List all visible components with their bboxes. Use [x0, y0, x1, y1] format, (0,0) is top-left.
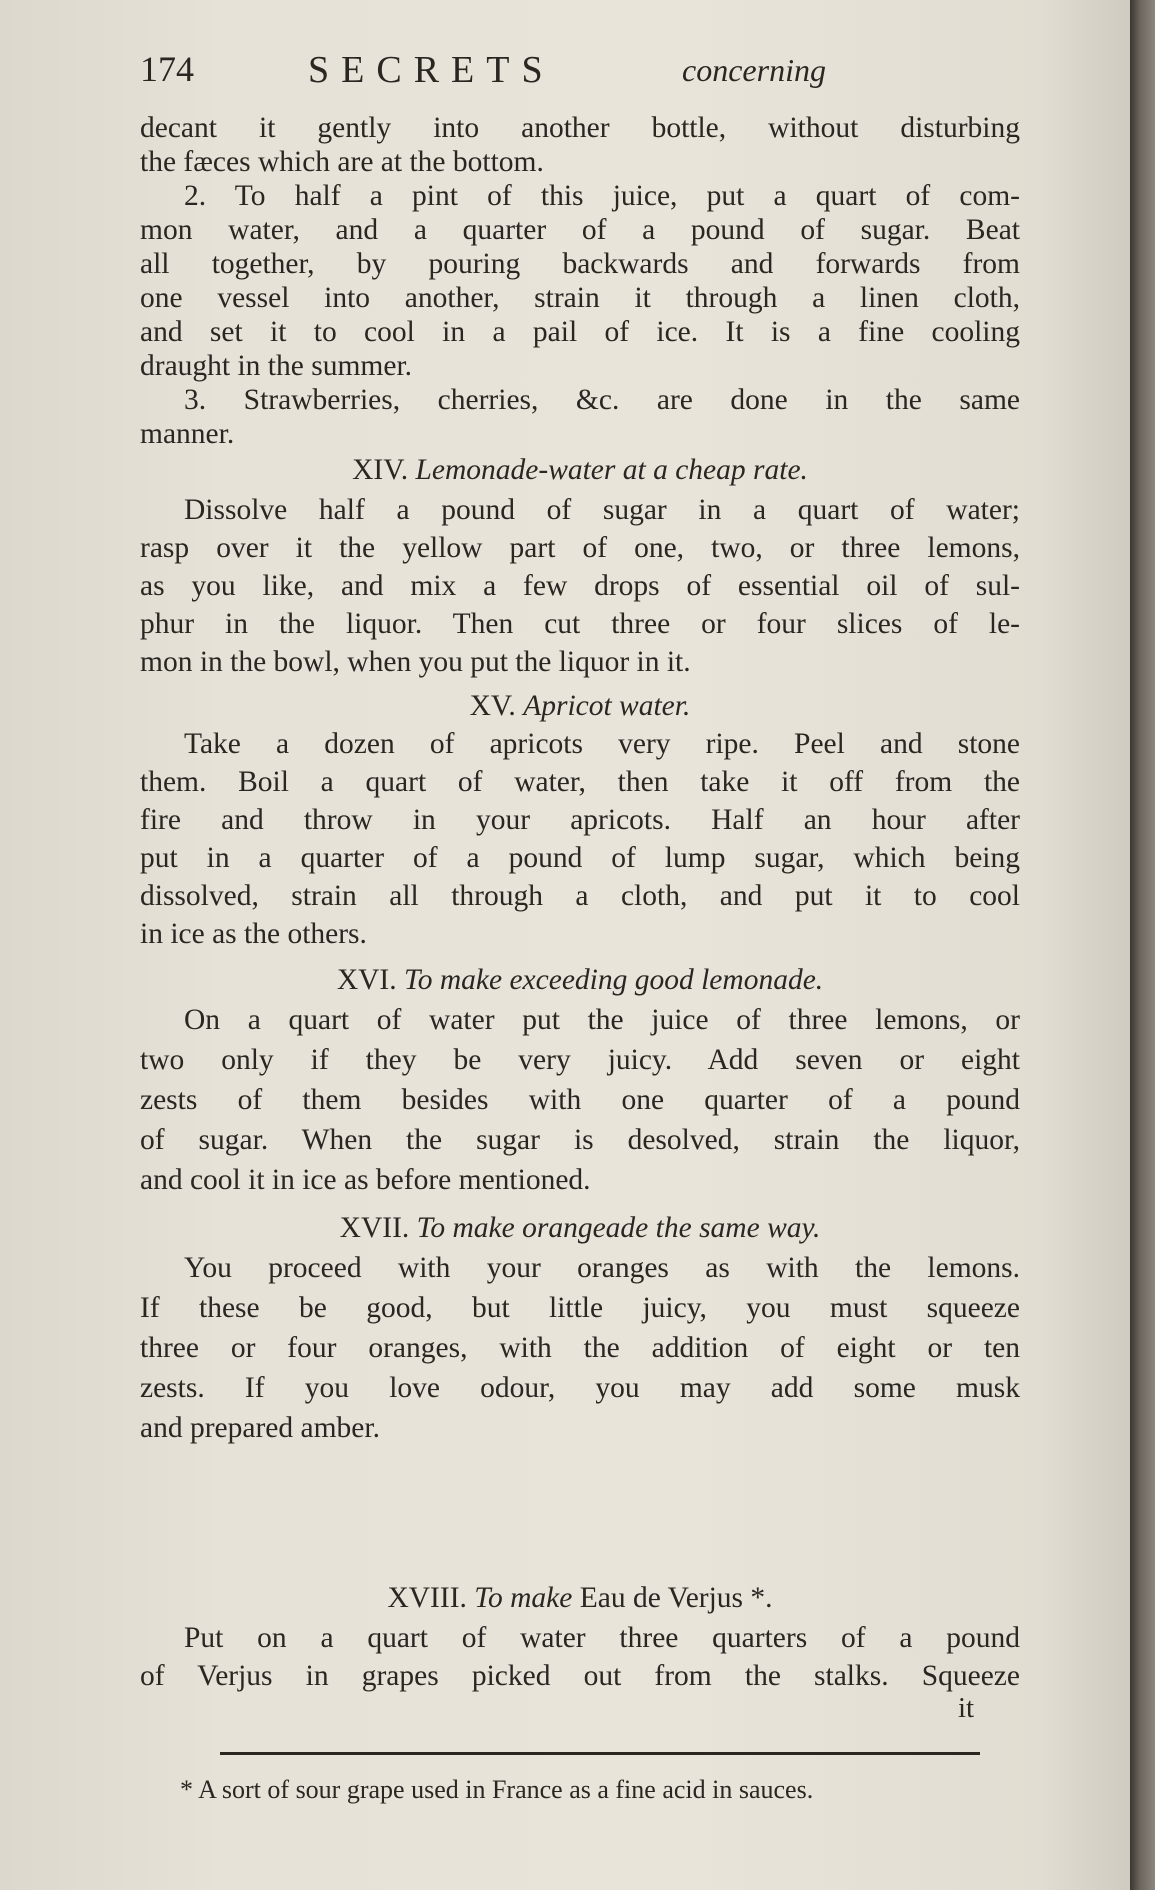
- section-number: XVII.: [339, 1212, 410, 1244]
- text-line: 3. Strawberries, cherries, &c. are done in the same: [184, 384, 1020, 416]
- text-line: phur in the liquor. Then cut three or four slices of le-: [140, 608, 1020, 640]
- text-line: manner.: [140, 418, 235, 450]
- text-line: zests. If you love odour, you may add some musk: [140, 1372, 1020, 1404]
- text-line: of sugar. When the sugar is desolved, strain the liquor,: [140, 1124, 1020, 1156]
- section-title: To make exceeding good lemonade.: [404, 964, 824, 996]
- section-title-roman: Eau de Verjus *.: [579, 1582, 773, 1614]
- book-gutter: [1130, 0, 1155, 1890]
- text-line: mon in the bowl, when you put the liquor in it.: [140, 646, 691, 678]
- section-title: Lemonade-water at a cheap rate.: [415, 454, 808, 486]
- section-heading: [140, 960, 1020, 1000]
- footnote: * A sort of sour grape used in France as a fine acid in sauces.: [180, 1775, 814, 1804]
- section-number: XVI.: [336, 964, 397, 996]
- text-line: You proceed with your oranges as with the lemons.: [184, 1252, 1020, 1284]
- section-heading: [140, 450, 1020, 490]
- text-line: as you like, and mix a few drops of essential oil of sul-: [140, 570, 1020, 602]
- text-line: dissolved, strain all through a cloth, and put it to cool: [140, 880, 1020, 912]
- page-number: 174: [140, 49, 194, 89]
- text-line: fire and throw in your apricots. Half an hour after: [140, 804, 1020, 836]
- text-line: 2. To half a pint of this juice, put a quart of com-: [184, 180, 1020, 212]
- catchword: it: [958, 1692, 975, 1724]
- section-title-italic: To make: [474, 1582, 573, 1614]
- text-line: the fæces which are at the bottom.: [140, 146, 544, 178]
- text-line: one vessel into another, strain it through a linen cloth,: [140, 282, 1020, 314]
- section-number: XVIII.: [387, 1582, 467, 1614]
- text-line: Dissolve half a pound of sugar in a quart of water;: [184, 494, 1020, 526]
- running-title-italic: concerning: [682, 52, 826, 88]
- text-line: two only if they be very juicy. Add seven or eight: [140, 1044, 1020, 1076]
- text-line: all together, by pouring backwards and forwards from: [140, 248, 1020, 280]
- section-title: Apricot water.: [523, 690, 691, 722]
- section-heading: [140, 1208, 1020, 1248]
- text-line: of Verjus in grapes picked out from the stalks. Squeeze: [140, 1660, 1020, 1692]
- running-header: [140, 48, 1020, 98]
- text-line: them. Boil a quart of water, then take it off from the: [140, 766, 1020, 798]
- text-line: draught in the summer.: [140, 350, 413, 382]
- text-line: rasp over it the yellow part of one, two, or three lemons,: [140, 532, 1020, 564]
- text-line: zests of them besides with one quarter of a pound: [140, 1084, 1020, 1116]
- text-line: If these be good, but little juicy, you must squeeze: [140, 1292, 1020, 1324]
- text-line: decant it gently into another bottle, without disturbing: [140, 112, 1020, 144]
- text-line: put in a quarter of a pound of lump sugar, which being: [140, 842, 1020, 874]
- text-line: and cool it in ice as before mentioned.: [140, 1164, 591, 1196]
- text-line: in ice as the others.: [140, 918, 367, 950]
- running-title: SECRETS: [308, 49, 555, 91]
- text-line: three or four oranges, with the addition of eight or ten: [140, 1332, 1020, 1364]
- section-number: XV.: [469, 690, 516, 722]
- text-line: Put on a quart of water three quarters of a pound: [184, 1622, 1020, 1654]
- section-title: To make orangeade the same way.: [416, 1212, 821, 1244]
- text-line: Take a dozen of apricots very ripe. Peel and stone: [184, 728, 1020, 760]
- text-line: and prepared amber.: [140, 1412, 380, 1444]
- section-heading: [140, 1578, 1020, 1618]
- text-line: and set it to cool in a pail of ice. It is a fine cooling: [140, 316, 1020, 348]
- section-heading: [140, 686, 1020, 726]
- section-number: XIV.: [352, 454, 409, 486]
- footnote-rule: [220, 1752, 980, 1755]
- text-line: On a quart of water put the juice of three lemons, or: [184, 1004, 1020, 1036]
- text-line: mon water, and a quarter of a pound of sugar. Beat: [140, 214, 1020, 246]
